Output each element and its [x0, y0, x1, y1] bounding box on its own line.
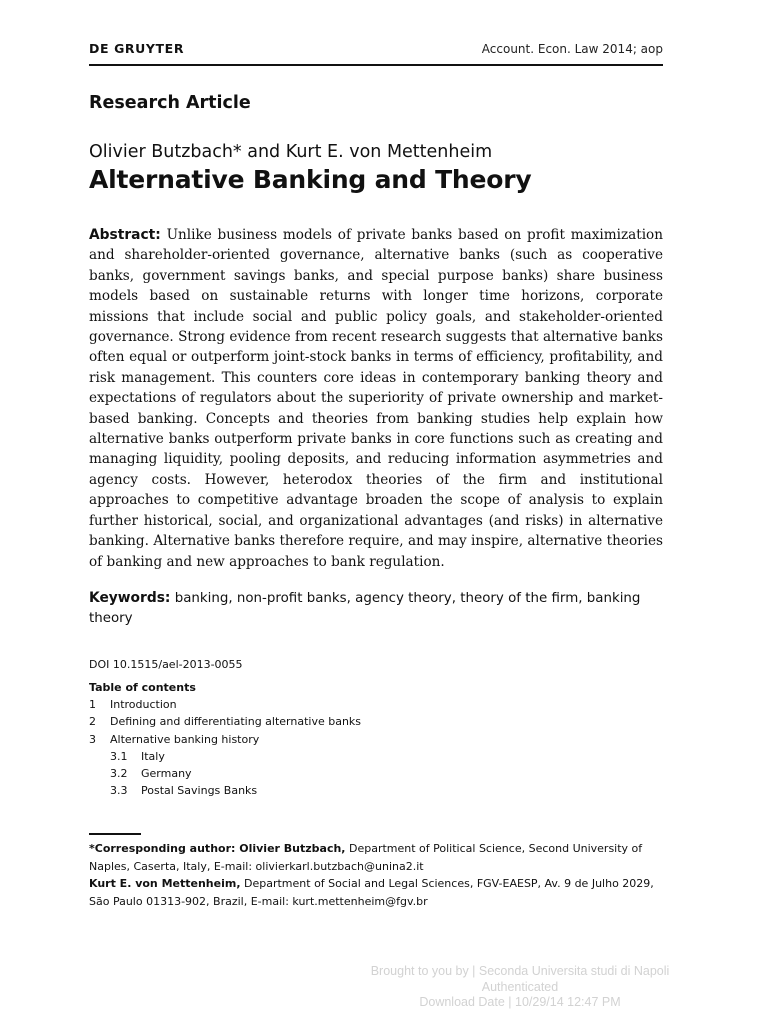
abstract: [89, 225, 663, 572]
table-of-contents: [89, 679, 663, 799]
abstract-label: Abstract:: [89, 227, 161, 243]
corresponding-author-label: *Corresponding author: Olivier Butzbach,: [89, 842, 346, 855]
corresponding-author-affiliation: Department of Political Science, Second University of Naples, Caserta, Italy, E-mail: olivierkarl.butzbach@unina2.it: [89, 842, 643, 873]
toc-title: Table of contents: [89, 681, 196, 694]
second-author-label: Kurt E. von Mettenheim,: [89, 877, 241, 891]
footnote-rule: [89, 833, 141, 835]
toc-item-number: 2: [89, 715, 96, 729]
journal-reference: Account. Econ. Law 2014; aop: [481, 42, 663, 56]
footnotes: [89, 840, 665, 910]
toc-item-label: Introduction: [110, 698, 177, 712]
corresponding-author-note: [89, 840, 665, 875]
toc-subitem-number: 3.1: [110, 749, 128, 763]
watermark-line: Authenticated: [481, 979, 559, 994]
toc-subitem-number: 3.2: [110, 767, 128, 781]
toc-subitem[interactable]: [89, 765, 663, 782]
toc-subitem[interactable]: [89, 782, 663, 799]
toc-item-label: Defining and differentiating alternative banks: [110, 715, 362, 729]
toc-item[interactable]: [89, 713, 663, 730]
keywords-label: Keywords:: [89, 590, 171, 606]
running-header: [89, 41, 663, 56]
author-line: Olivier Butzbach* and Kurt E. von Mettenheim: [89, 142, 493, 162]
abstract-text: Unlike business models of private banks based on profit maximization and shareholder-oriented governance, alternative banks (such as cooperative banks, government savings banks, and special purpose banks) share business models based on sustainable returns with longer time horizons, corporate missions that include social and public policy goals, and stakeholder-oriented governance. Strong evidence from recent research suggests that alternative banks often equal or outperform joint-stock banks in terms of efficiency, profitability, and risk management. This counters core ideas in contemporary banking theory and expectations of regulators about the superiority of private ownership and market-based banking. Concepts and theories from banking studies help explain how alternative banks outperform private banks in core functions such as creating and managing liquidity, pooling deposits, and reducing information asymmetries and agency costs. However, heterodox theories of the firm and institutional approaches to competitive advantage broaden the scope of analysis to explain further historical, social, and organizational advantages (and risks) in alternative banking. Alternative banks therefore require, and may inspire, alternative theories of banking and new approaches to bank regulation.: [89, 227, 663, 570]
toc-subitem[interactable]: [89, 748, 663, 765]
doi[interactable]: DOI 10.1515/ael-2013-0055: [89, 658, 243, 671]
toc-item[interactable]: [89, 731, 663, 748]
keywords-text: banking, non-profit banks, agency theory, theory of the firm, banking theory: [89, 591, 641, 627]
toc-item[interactable]: [89, 696, 663, 713]
article-title: Alternative Banking and Theory: [89, 165, 532, 194]
download-watermark: [340, 964, 700, 1011]
toc-subitem-label: Germany: [141, 767, 192, 781]
keywords: [89, 588, 663, 630]
watermark-line: Brought to you by | Seconda Universita studi di Napoli: [370, 964, 670, 978]
toc-subitem-number: 3.3: [110, 784, 128, 798]
publisher-name: DE GRUYTER: [89, 41, 185, 56]
toc-subitem-label: Italy: [141, 749, 165, 763]
article-type: Research Article: [89, 93, 251, 113]
watermark-line: Download Date | 10/29/14 12:47 PM: [419, 995, 621, 1009]
toc-item-number: 1: [89, 698, 96, 712]
toc-item-number: 3: [89, 732, 96, 746]
toc-item-label: Alternative banking history: [110, 732, 260, 746]
second-author-affiliation: Department of Social and Legal Sciences, FGV-EAESP, Av. 9 de Julho 2029, São Paulo 01313-902, Brazil, E-mail: kurt.mettenheim@fgv.br: [89, 877, 654, 908]
toc-subitem-label: Postal Savings Banks: [141, 784, 258, 798]
header-rule: [89, 64, 663, 66]
second-author-note: [89, 875, 665, 910]
